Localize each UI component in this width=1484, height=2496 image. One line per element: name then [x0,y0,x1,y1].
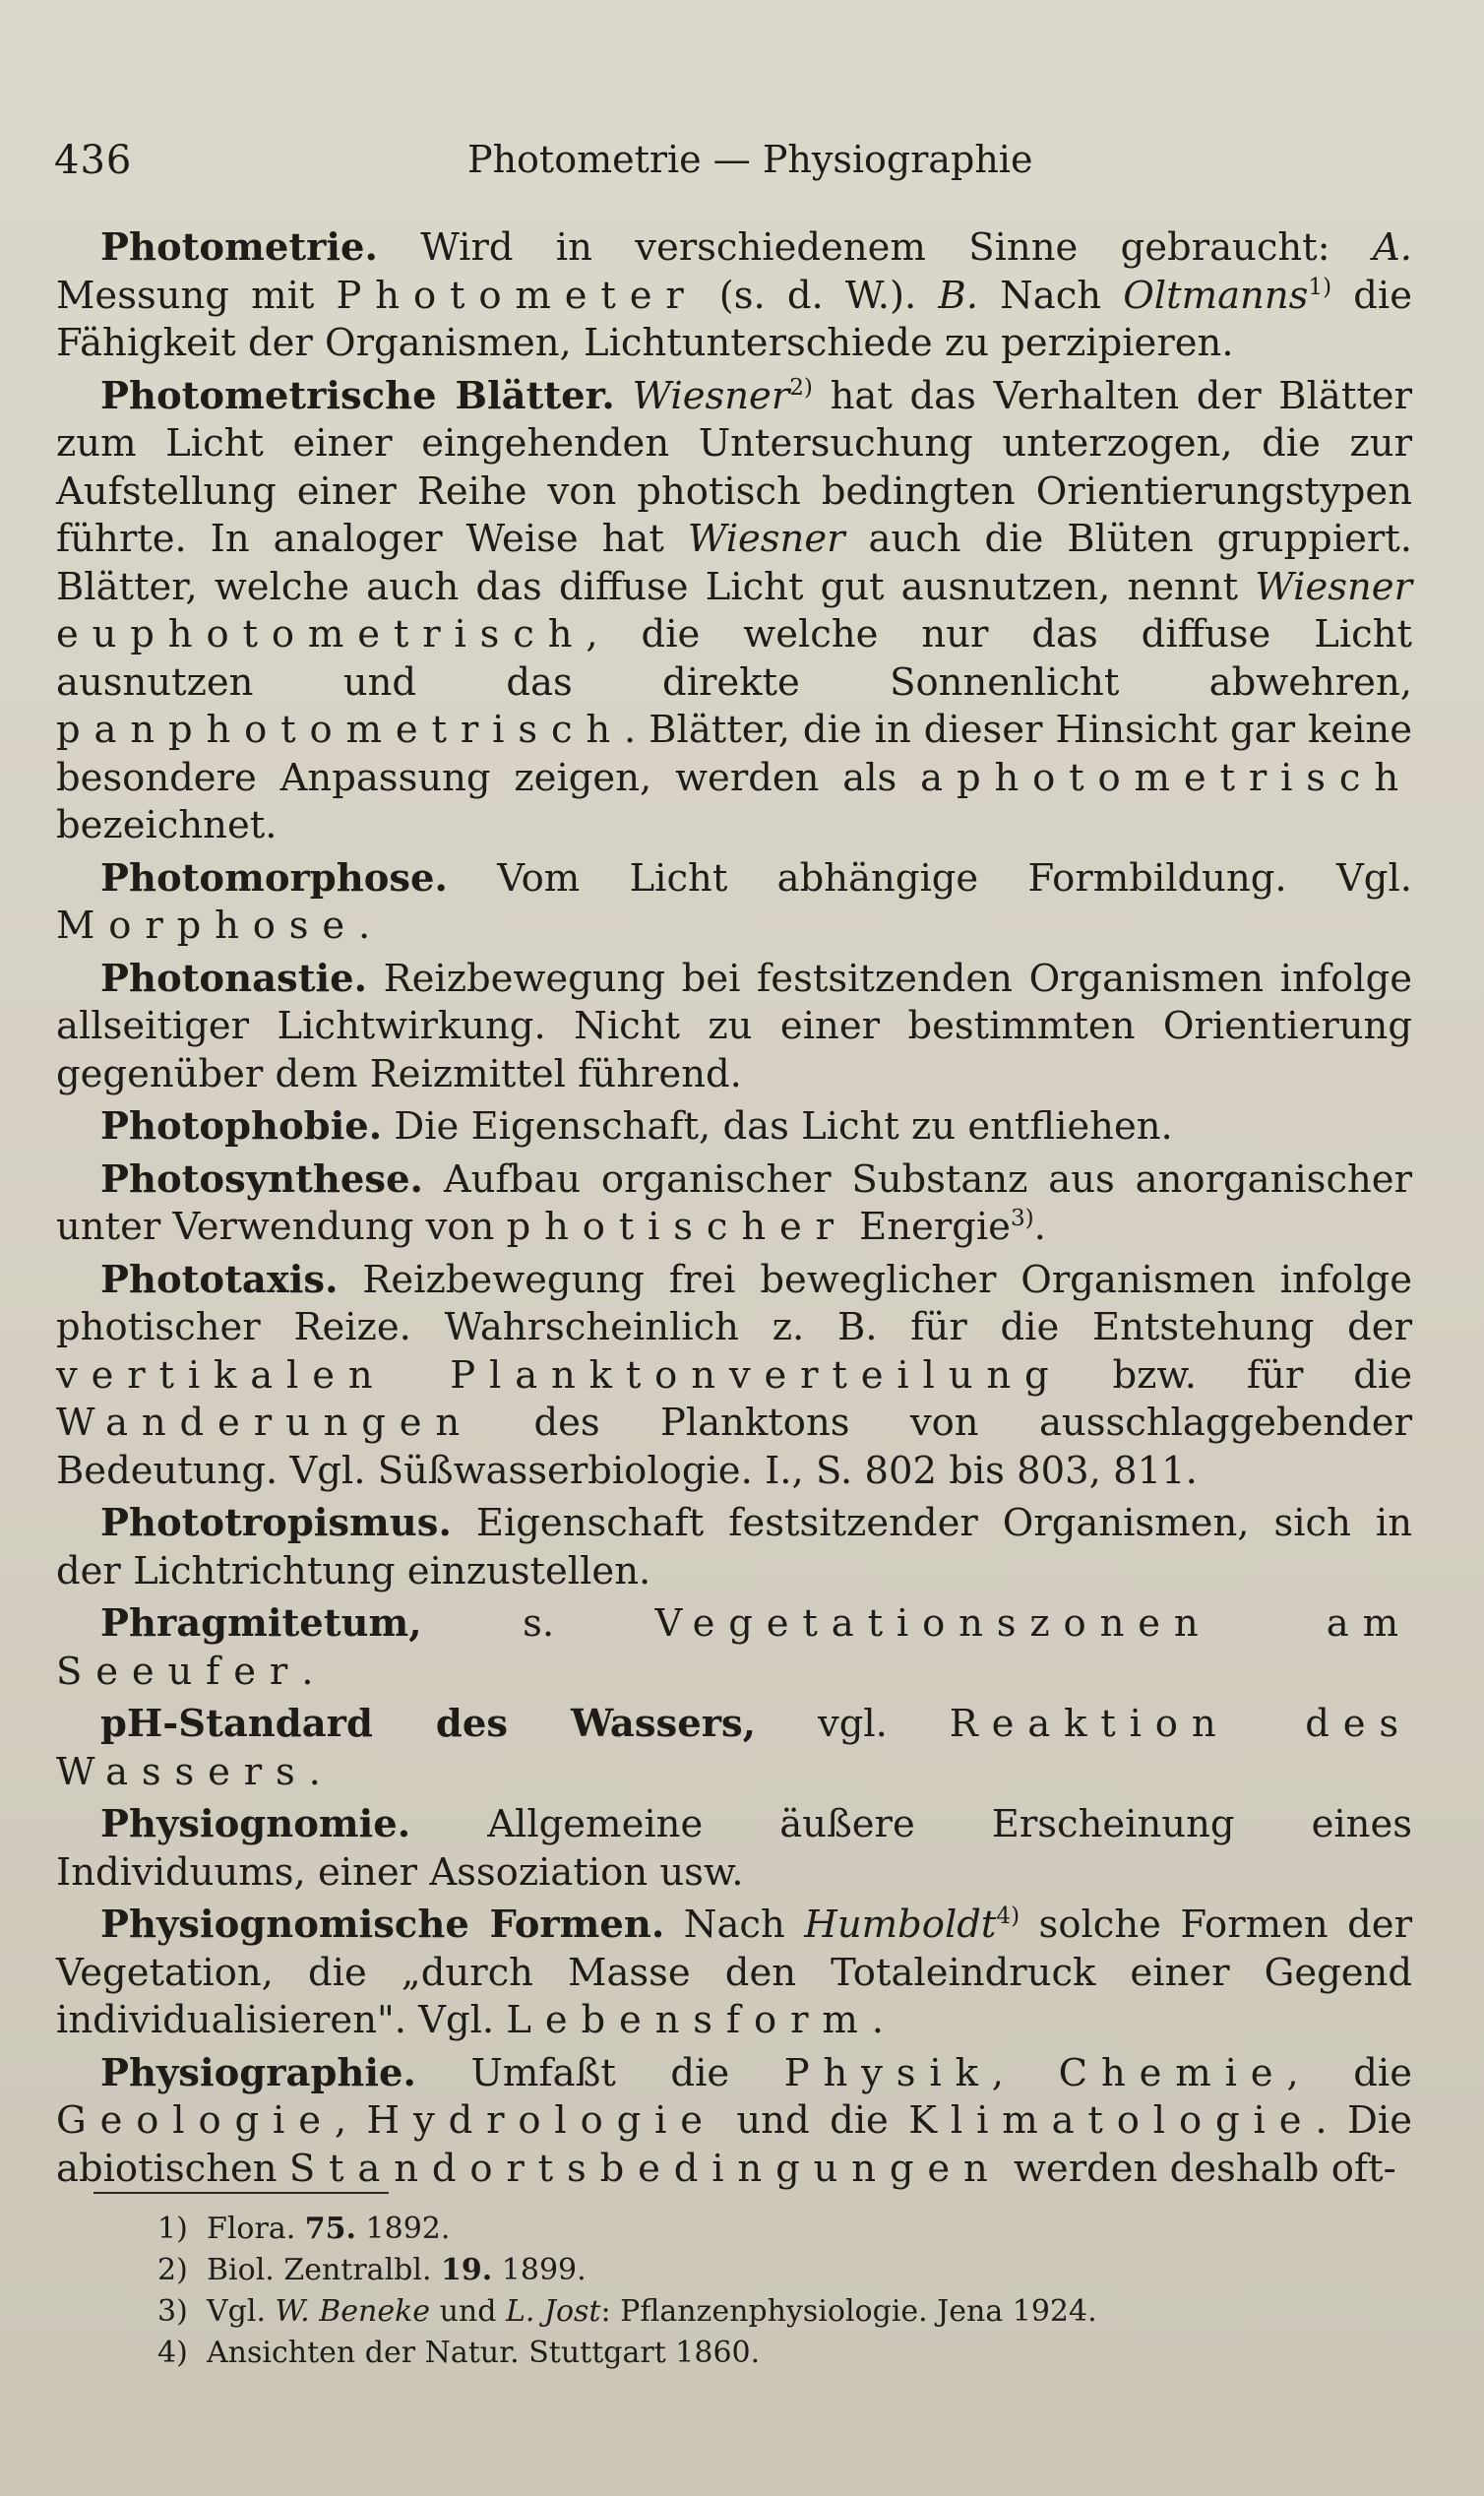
entry-text: Die Eigenschaft, das Licht zu entfliehen. [382,1104,1173,1149]
dictionary-entry [56,224,1412,368]
entry-text: 1892. [355,2212,451,2246]
italic-text: A. [1372,225,1412,270]
entry-term: Physiognomische Formen. [100,1903,665,1947]
italic-text: Wiesner [632,373,790,418]
dictionary-entry [56,1701,1412,1796]
dictionary-entry [56,1257,1412,1496]
entry-term: Phototaxis. [100,1257,339,1302]
entry-text: Allgemeine äußere Erscheinung eines Individuums, einer Assoziation usw. [56,1802,1412,1895]
entry-text: . Blätter, die in dieser Hinsicht gar keine besondere Anpassung zeigen, werden als [56,708,1412,800]
dictionary-entry [56,2050,1412,2194]
spaced-term: Hydrologie [366,2098,716,2143]
dictionary-entry [56,1156,1412,1252]
italic-text: Humboldt [804,1903,997,1947]
entry-term: Phragmitetum, [100,1601,422,1646]
entry-text: . [358,904,371,948]
entry-text: Biol. Zentralbl. [207,2253,442,2287]
spaced-term: Geologie [56,2098,335,2143]
footnote-divider [93,2192,389,2194]
italic-text: Wiesner [687,517,845,561]
spaced-term: vertikalen Planktonverteilung [56,1352,1063,1398]
entry-text: bezeichnet. [56,803,278,847]
entry-text: und die [715,2098,909,2143]
entry-text: . [308,1749,321,1794]
entry-text: Vgl. [207,2294,276,2329]
entry-text: , [991,2050,1059,2095]
dictionary-entry [56,1500,1412,1595]
dictionary-entry [56,1600,1412,1696]
spaced-term: euphotometrisch [56,612,587,656]
footnotes [157,2209,1338,2374]
spaced-term: Reaktion des Wassers [56,1702,1412,1794]
footnote-mark: 1) [157,2212,188,2246]
dictionary-entry [56,1801,1412,1897]
entry-term: Phototropismus. [100,1501,452,1545]
entry-text: Flora. [207,2212,305,2246]
footnote-item [157,2250,1338,2291]
entry-text: solche Formen der Vegetation, die „durch Masse den Totaleindruck einer Gegend individualisieren". Vgl. [56,1903,1412,2042]
entry-text: 19. [441,2253,493,2287]
spaced-term: Vegetationszonen am Seeufer [56,1601,1412,1694]
entry-text: Eigenschaft festsitzender Organismen, sich in der Lichtrichtung einzustellen. [56,1501,1412,1593]
dictionary-entry [56,956,1412,1099]
entry-term: Photometrische Blätter. [100,373,615,418]
entry-text: . Die abiotischen [56,2098,1412,2191]
spaced-term: photischer [506,1205,847,1249]
spaced-term: Photometer [336,273,698,318]
entry-text: . [301,1649,314,1694]
footnote-mark: 3) [157,2294,188,2329]
dictionary-entries [56,224,1412,2198]
dictionary-entry [56,1103,1412,1152]
dictionary-entry [56,373,1412,850]
italic-text: L. Jost [505,2294,601,2329]
entry-term: Photometrie. [100,225,378,270]
entry-text: Wird in verschiedenem Sinne gebraucht: [377,225,1373,270]
running-title: Photometrie — Physiographie [467,138,1033,181]
entry-text: 1899. [492,2253,587,2287]
spaced-term: Morphose [56,904,359,948]
spaced-term: Chemie [1058,2050,1287,2095]
entry-text: Ansichten der Natur. Stuttgart 1860. [207,2336,761,2370]
entry-text: Reizbewegung bei festsitzenden Organismen infolge allseitiger Lichtwirkung. Nicht zu einer bestimmten Orientierung gegenüber dem Reizmittel führend. [56,956,1412,1096]
spaced-term: panphotometrisch [56,708,625,752]
spaced-term: Wanderungen [56,1401,474,1445]
italic-text: W. Beneke [275,2294,431,2329]
entry-text: Messung mit [56,273,337,318]
spaced-term: Physik [783,2050,992,2095]
entry-text: s. [421,1601,655,1646]
entry-text: hat das Verhalten der Blätter zum Licht einer eingehenden Untersuchung unterzogen, die zur Aufstellung einer Reihe von photisch bedingten Orientierungstypen führte. In analoger Weise hat [56,373,1412,561]
entry-text: : Pflanzenphysiologie. Jena 1924. [600,2294,1097,2329]
entry-text: des Planktons von ausschlaggebender Bedeutung. Vgl. Süßwasserbiologie. I., S. 802 bis 803, 811. [56,1401,1412,1493]
entry-term: Photomorphose. [100,855,448,901]
dictionary-entry [56,1902,1412,2045]
footnote-ref: 1) [1308,274,1332,300]
dictionary-entry [56,855,1412,951]
page-header [54,138,1417,197]
footnote-ref: 3) [1010,1206,1034,1232]
entry-text: werden deshalb oft- [1001,2146,1396,2191]
entry-text: , die [1286,2050,1413,2095]
entry-text: die Fähigkeit der Organismen, Lichtunterschiede zu perzipieren. [56,273,1412,365]
entry-text: auch die Blüten gruppiert. Blätter, welche auch das diffuse Licht gut ausnutzen, nennt [56,517,1412,609]
entry-text: . [871,1998,884,2042]
entry-text: Aufbau organischer Substanz aus anorganischer unter Verwendung von [56,1156,1412,1249]
entry-term: Physiognomie. [100,1802,411,1846]
entry-text: Nach [977,273,1124,318]
entry-text: bzw. für die [1062,1352,1412,1398]
entry-text: und [430,2294,506,2329]
spaced-term: Klimatologie [908,2098,1316,2143]
entry-text: , die welche nur das diffuse Licht ausnutzen und das direkte Sonnenlicht abwehren, [56,612,1412,705]
entry-text: (s. d. W.). [697,273,939,318]
entry-term: Physiographie. [100,2050,416,2095]
footnote-mark: 4) [157,2336,188,2370]
footnote-item [157,2333,1338,2374]
entry-text: Umfaßt die [415,2050,784,2095]
entry-text: , [334,2098,367,2143]
italic-text: Oltmanns [1123,273,1309,318]
entry-text: vgl. [756,1702,950,1746]
footnote-mark: 2) [157,2253,188,2287]
entry-term: pH-Standard des Wassers, [100,1702,757,1746]
spaced-term: aphotometrisch [920,755,1412,800]
page-number: 436 [54,138,133,183]
entry-text: . [1033,1205,1046,1249]
entry-text [615,374,633,418]
footnote-item [157,2291,1338,2333]
italic-text: Wiesner [1255,564,1412,609]
spaced-term: Lebensform [506,1998,872,2042]
entry-text: Vom Licht abhängige Formbildung. Vgl. [447,855,1412,901]
entry-term: Photophobie. [100,1104,383,1149]
italic-text: B. [938,273,978,318]
entry-text: Nach [664,1903,805,1947]
entry-text: 75. [304,2212,356,2246]
footnote-ref: 4) [996,1903,1020,1930]
footnote-ref: 2) [789,374,813,401]
entry-text: Reizbewegung frei beweglicher Organismen infolge photischer Reize. Wahrscheinlich z. B. für die Entstehung der [56,1257,1412,1349]
footnote-item [157,2209,1338,2250]
entry-term: Photonastie. [100,956,368,1001]
entry-text: Energie [846,1205,1011,1249]
spaced-term: Standortsbedingungen [288,2146,1002,2191]
entry-term: Photosynthese. [100,1156,423,1202]
